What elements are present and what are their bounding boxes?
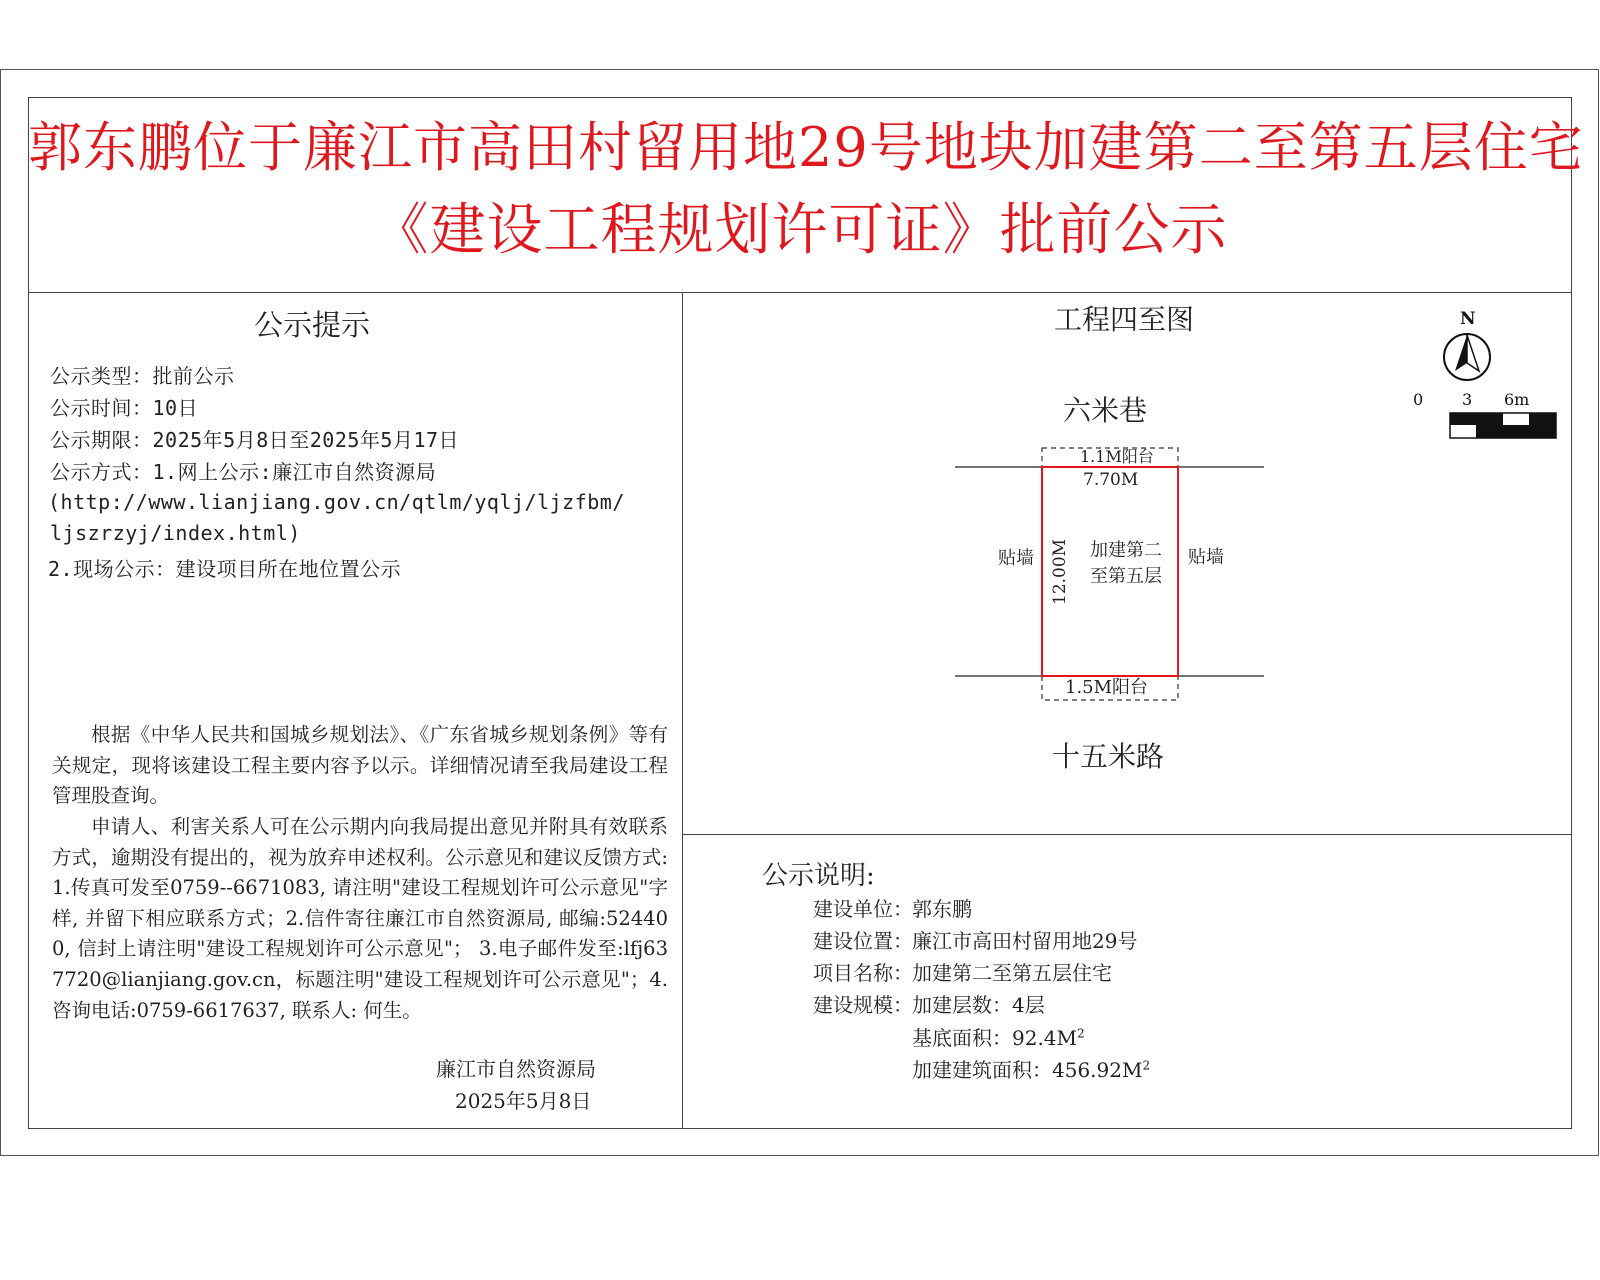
compass-icon	[1444, 309, 1490, 380]
site-map	[682, 293, 1572, 834]
description-heading: 公示说明:	[762, 861, 875, 891]
desc-value: 加建第二至第五层住宅	[912, 961, 1112, 985]
notice-method: 公示方式：1.网上公示:廉江市自然资源局	[50, 460, 437, 484]
width-dimension-label: 7.70M	[1083, 470, 1139, 490]
depth-dimension-label: 12.00M	[1050, 538, 1070, 605]
title-line-2: 《建设工程规划许可证》批前公示	[372, 198, 1228, 263]
base-area-value: 92.4M	[1012, 1026, 1078, 1050]
compass-n-label: N	[1460, 309, 1476, 329]
desc-row-unit	[0, 893, 1600, 919]
notice-type: 公示类型：批前公示	[50, 364, 235, 388]
scale-6-label: 6m	[1504, 390, 1530, 409]
desc-added-area	[912, 1054, 1150, 1083]
base-area-unit-sup: 2	[1077, 1026, 1085, 1041]
notice-url-2[interactable]: ljszrzyj/index.html)	[50, 521, 301, 545]
desc-key: 项目名称：	[813, 961, 913, 985]
scale-bar	[1413, 390, 1556, 438]
desc-key: 建设单位：	[813, 897, 913, 921]
notice-url-1[interactable]: (http://www.lianjiang.gov.cn/qtlm/yqlj/ljzfbm/	[48, 490, 625, 514]
desc-row-scale	[0, 989, 1600, 1015]
east-boundary-label: 贴墙	[1188, 547, 1224, 568]
north-road-label: 六米巷	[1063, 394, 1148, 427]
desc-base-area	[912, 1022, 1085, 1051]
title-area	[28, 97, 1584, 293]
map-heading: 工程四至图	[1054, 303, 1195, 336]
signature-org: 廉江市自然资源局	[436, 1057, 596, 1081]
base-area-label: 基底面积：	[912, 1026, 1012, 1050]
bottom-balcony-label: 1.5M阳台	[1065, 677, 1149, 698]
notice-heading: 公示提示	[254, 308, 371, 342]
desc-key: 建设位置：	[813, 929, 913, 953]
feedback-paragraph: 申请人、利害关系人可在公示期内向我局提出意见并附具有效联系方式，逾期没有提出的，视为放弃申述权利。公示意见和建议反馈方式:1.传真可发至0759--6671083, 请注明"建设工程规划许可公示意见"字样, 并留下相应联系方式；2.信件寄往廉江市自然资源局, 邮编:524400, 信封上请注明"建设工程规划许可公示意见"； 3.电子邮件发至:lfj637720@lianjiang.gov.cn，标题注明"建设工程规划许可公示意见"；4.咨询电话:0759-6617637, 联系人: 何生。	[52, 815, 668, 1022]
south-road-label: 十五米路	[1052, 740, 1165, 773]
title-line-1: 郭东鹏位于廉江市高田村留用地29号地块加建第二至第五层住宅	[28, 116, 1584, 179]
desc-value: 廉江市高田村留用地29号	[912, 929, 1138, 953]
west-boundary-label: 贴墙	[998, 548, 1034, 569]
legal-basis-paragraph: 根据《中华人民共和国城乡规划法》、《广东省城乡规划条例》等有关规定，现将该建设工程主要内容予以示。详细情况请至我局建设工程管理股查询。	[52, 723, 668, 808]
desc-row-project	[0, 957, 1600, 983]
scale-0-label: 0	[1413, 390, 1424, 409]
desc-row-location	[0, 925, 1600, 951]
top-balcony-label: 1.1M阳台	[1080, 447, 1154, 466]
signature-date: 2025年5月8日	[455, 1089, 592, 1113]
building-label-line1: 加建第二	[1090, 540, 1162, 561]
scale-3-label: 3	[1462, 390, 1473, 409]
added-area-label: 加建建筑面积：	[912, 1058, 1052, 1082]
desc-key: 建设规模：	[813, 993, 913, 1017]
building-label-line2: 至第五层	[1090, 566, 1162, 587]
notice-duration: 公示时间：10日	[50, 396, 199, 420]
notice-period: 公示期限：2025年5月8日至2025年5月17日	[50, 428, 460, 452]
desc-value: 郭东鹏	[912, 897, 972, 921]
notice-onsite: 2.现场公示：建设项目所在地位置公示	[48, 557, 402, 581]
added-area-unit-sup: 2	[1142, 1058, 1151, 1073]
horizontal-divider	[682, 834, 1572, 835]
desc-value: 加建层数：4层	[912, 993, 1045, 1017]
added-area-value: 456.92M	[1052, 1058, 1143, 1082]
